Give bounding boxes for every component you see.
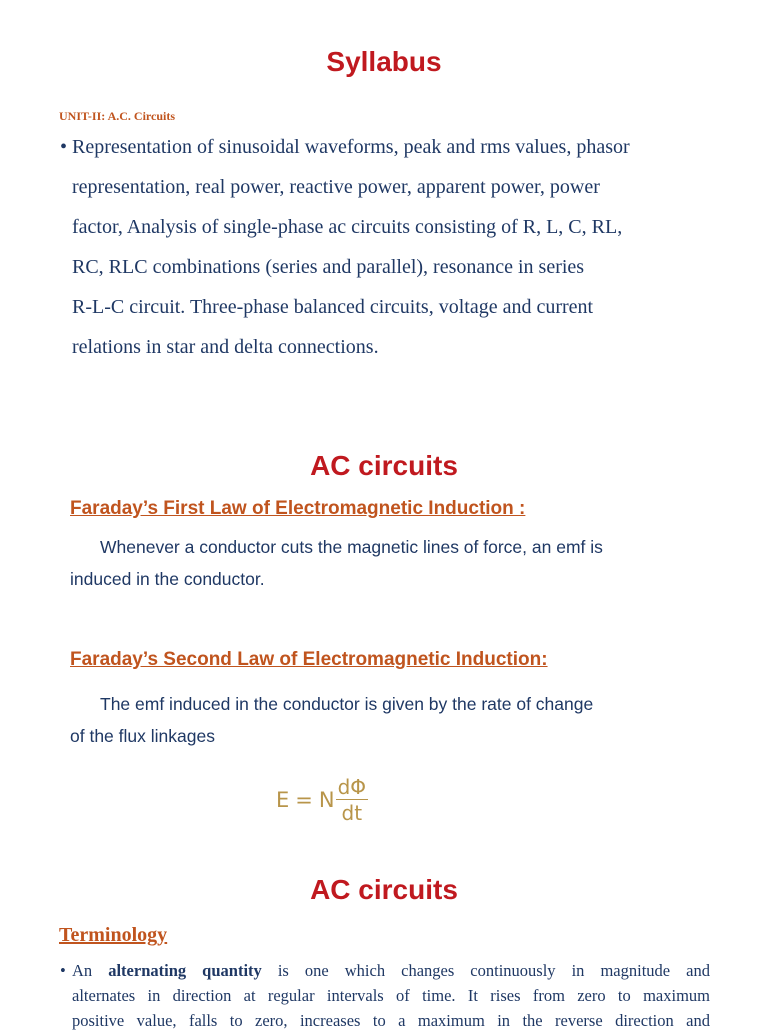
syllabus-line: representation, real power, reactive power, apparent power, power [72,176,600,198]
syllabus-line: relations in star and delta connections. [72,336,379,358]
paragraph-line: The emf induced in the conductor is given by the rate of change [100,694,594,714]
ac-circuits-title: AC circuits [310,450,458,481]
formula-fraction [336,775,368,826]
terminology-line: • An alternating quantity is one which changes continuously in magnitude and [60,959,710,984]
syllabus-line: R-L-C circuit. Three-phase balanced circuits, voltage and current [72,296,594,318]
paragraph-line: of the flux linkages [70,726,215,746]
bullet-icon: • [60,961,66,980]
terminology-line: positive value, falls to zero, increases to a maximum in the reverse direction and [72,1011,710,1030]
bullet-icon: • [60,136,68,158]
paragraph-line: induced in the conductor. [70,569,265,589]
syllabus-line: factor, Analysis of single-phase ac circuits consisting of R, L, C, RL, [72,216,623,238]
second-law-heading: Faraday’s Second Law of Electromagnetic Induction: [70,649,548,670]
formula-numerator: dΦ [337,774,367,799]
emf-formula [276,772,368,828]
syllabus-line: RC, RLC combinations (series and parallel), resonance in series [72,256,585,278]
paragraph-line: Whenever a conductor cuts the magnetic lines of force, an emf is [100,537,603,557]
second-law-text [70,688,710,752]
bold-term: alternating quantity [108,961,262,980]
syllabus-title: Syllabus [326,46,442,77]
formula-denominator: dt [341,800,363,825]
first-law-text [70,531,710,595]
formula-lhs: E [276,788,290,812]
terminology-content [60,959,710,1034]
terminology-heading: Terminology [59,924,168,946]
unit-label: UNIT-II: A.C. Circuits [59,109,176,123]
syllabus-line: • Representation of sinusoidal waveforms, peak and rms values, phasor [60,128,740,168]
formula-equals: = [295,788,313,812]
syllabus-content [60,128,740,368]
first-law-heading: Faraday’s First Law of Electromagnetic Induction : [70,498,526,519]
terminology-line: alternates in direction at regular intervals of time. It rises from zero to maximum [72,986,710,1005]
ac-circuits-title-2: AC circuits [310,874,458,905]
formula-coefficient: N [318,788,335,812]
